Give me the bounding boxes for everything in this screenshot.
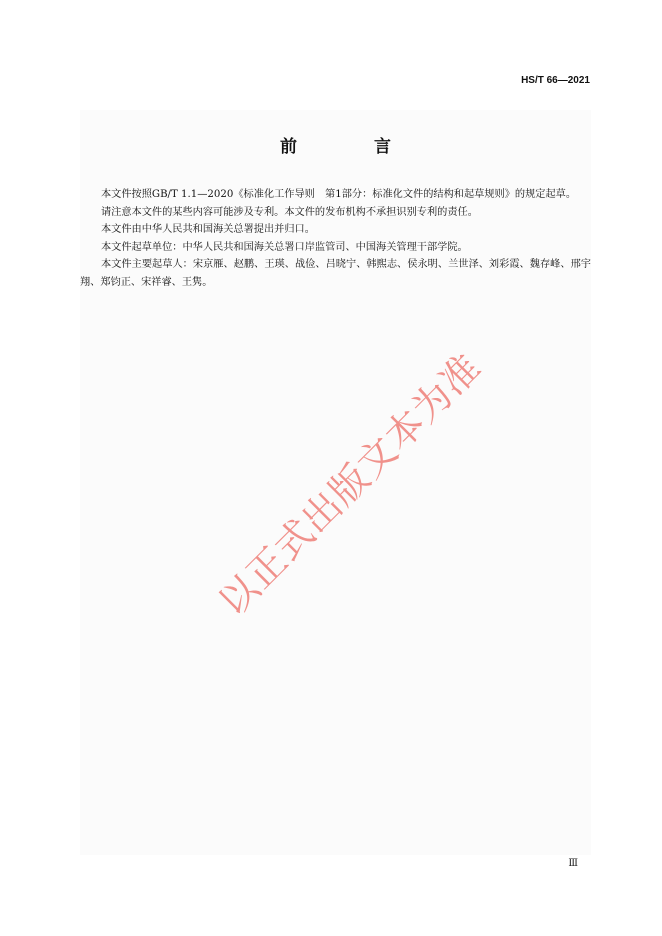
paragraph-drafting-units: 本文件起草单位：中华人民共和国海关总署口岸监管司、中国海关管理干部学院。 <box>101 241 468 253</box>
paragraph-main-drafters: 本文件主要起草人：宋京雁、赵鹏、王瑛、战俭、吕晓宁、韩熙志、侯永明、兰世泽、刘彩霞、魏存峰、邢宇翔、郑钧正、宋祥睿、王隽。 <box>80 259 591 288</box>
paragraph-drafting-rules: 本文件按照GB/T 1.1—2020《标准化工作导则 第1部分：标准化文件的结构和起草规则》的规定起草。 <box>101 189 577 200</box>
preface-content <box>80 186 591 291</box>
page-title: 前 言 <box>280 137 421 157</box>
paragraph-patent-notice: 请注意本文件的某些内容可能涉及专利。本文件的发布机构不承担识别专利的责任。 <box>101 206 478 218</box>
page-number: Ⅲ <box>568 858 578 869</box>
watermark: 以正式出版文本为准 <box>210 344 490 625</box>
paragraph-proposing-organization: 本文件由中华人民共和国海关总署提出并归口。 <box>101 224 315 235</box>
standard-code: HS/T 66—2021 <box>521 75 590 86</box>
